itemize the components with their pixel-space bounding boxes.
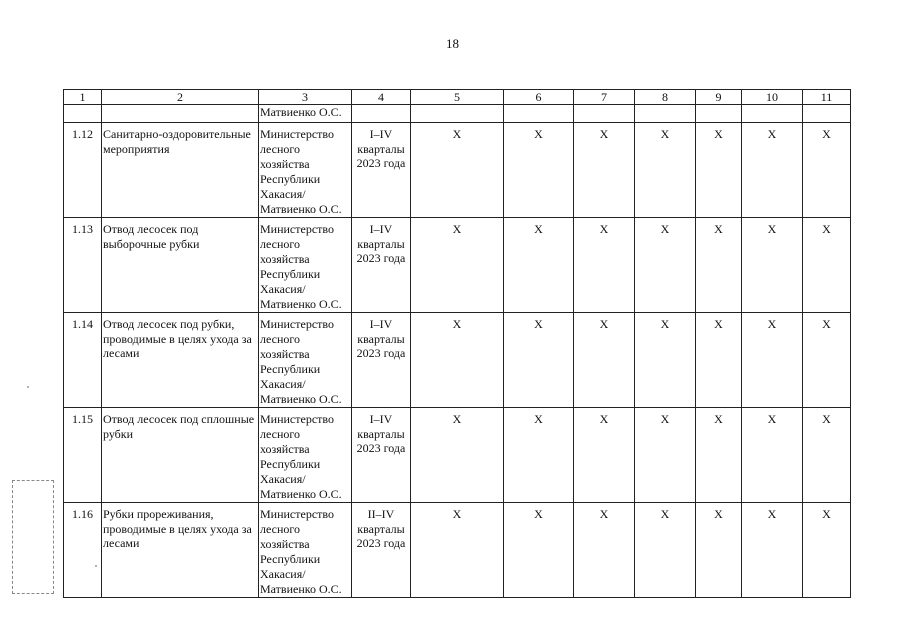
column-header: 4 xyxy=(352,90,411,105)
mark-cell: X xyxy=(504,313,574,408)
mark-cell: X xyxy=(411,218,504,313)
period: I–IV кварталы 2023 года xyxy=(352,123,411,218)
row-number: 1.12 xyxy=(64,123,102,218)
period: I–IV кварталы 2023 года xyxy=(352,218,411,313)
mark-cell: X xyxy=(803,218,851,313)
responsible-party: Министерство лесного хозяйства Республики Хакасия/ Матвиенко О.С. xyxy=(259,123,352,218)
mark-cell: X xyxy=(574,408,635,503)
table-row xyxy=(64,313,851,408)
mark-cell: X xyxy=(696,503,742,598)
mark-cell: X xyxy=(742,313,803,408)
schedule-table xyxy=(63,89,851,598)
mark-cell: X xyxy=(635,123,696,218)
period: I–IV кварталы 2023 года xyxy=(352,408,411,503)
mark-cell: X xyxy=(504,123,574,218)
column-header: 5 xyxy=(411,90,504,105)
responsible-party: Министерство лесного хозяйства Республики Хакасия/ Матвиенко О.С. xyxy=(259,408,352,503)
activity-name: Санитарно-оздоровительные мероприятия xyxy=(102,123,259,218)
mark-cell: X xyxy=(696,218,742,313)
row-number: 1.13 xyxy=(64,218,102,313)
activity-name: Отвод лесосек под выборочные рубки xyxy=(102,218,259,313)
mark-cell: X xyxy=(574,503,635,598)
column-header: 7 xyxy=(574,90,635,105)
scan-speck xyxy=(27,386,29,388)
mark-cell: X xyxy=(635,313,696,408)
mark-cell: X xyxy=(411,408,504,503)
mark-cell: X xyxy=(696,313,742,408)
column-header: 10 xyxy=(742,90,803,105)
mark-cell: X xyxy=(803,503,851,598)
row-number: 1.15 xyxy=(64,408,102,503)
activity-name: Отвод лесосек под рубки, проводимые в целях ухода за лесами xyxy=(102,313,259,408)
row-number: 1.14 xyxy=(64,313,102,408)
period: I–IV кварталы 2023 года xyxy=(352,313,411,408)
column-header: 6 xyxy=(504,90,574,105)
mark-cell: X xyxy=(635,218,696,313)
row-number: 1.16 xyxy=(64,503,102,598)
mark-cell: X xyxy=(504,218,574,313)
mark-cell: X xyxy=(504,408,574,503)
column-number-row xyxy=(64,90,851,105)
column-header: 1 xyxy=(64,90,102,105)
mark-cell: X xyxy=(742,503,803,598)
activity-name: Рубки прореживания, проводимые в целях ухода за лесами xyxy=(102,503,259,598)
mark-cell: X xyxy=(635,503,696,598)
table-row xyxy=(64,218,851,313)
mark-cell: X xyxy=(696,123,742,218)
responsible-party: Министерство лесного хозяйства Республики Хакасия/ Матвиенко О.С. xyxy=(259,218,352,313)
table-row xyxy=(64,503,851,598)
mark-cell: X xyxy=(574,218,635,313)
mark-cell: X xyxy=(803,408,851,503)
period: II–IV кварталы 2023 года xyxy=(352,503,411,598)
table-row xyxy=(64,408,851,503)
mark-cell: X xyxy=(411,503,504,598)
scan-speck xyxy=(95,565,97,567)
column-header: 11 xyxy=(803,90,851,105)
continuation-cell: Матвиенко О.С. xyxy=(259,105,352,123)
document-stamp xyxy=(12,480,54,594)
mark-cell: X xyxy=(803,123,851,218)
responsible-party: Министерство лесного хозяйства Республики Хакасия/ Матвиенко О.С. xyxy=(259,503,352,598)
table-row xyxy=(64,123,851,218)
mark-cell: X xyxy=(696,408,742,503)
responsible-party: Министерство лесного хозяйства Республики Хакасия/ Матвиенко О.С. xyxy=(259,313,352,408)
column-header: 9 xyxy=(696,90,742,105)
column-header: 3 xyxy=(259,90,352,105)
activity-name: Отвод лесосек под сплошные рубки xyxy=(102,408,259,503)
mark-cell: X xyxy=(504,503,574,598)
mark-cell: X xyxy=(742,408,803,503)
continuation-row xyxy=(64,105,851,123)
mark-cell: X xyxy=(574,313,635,408)
column-header: 2 xyxy=(102,90,259,105)
mark-cell: X xyxy=(742,218,803,313)
mark-cell: X xyxy=(803,313,851,408)
mark-cell: X xyxy=(742,123,803,218)
mark-cell: X xyxy=(411,313,504,408)
mark-cell: X xyxy=(574,123,635,218)
mark-cell: X xyxy=(411,123,504,218)
page-number: 18 xyxy=(446,36,459,51)
column-header: 8 xyxy=(635,90,696,105)
stamp-text xyxy=(13,481,53,593)
mark-cell: X xyxy=(635,408,696,503)
